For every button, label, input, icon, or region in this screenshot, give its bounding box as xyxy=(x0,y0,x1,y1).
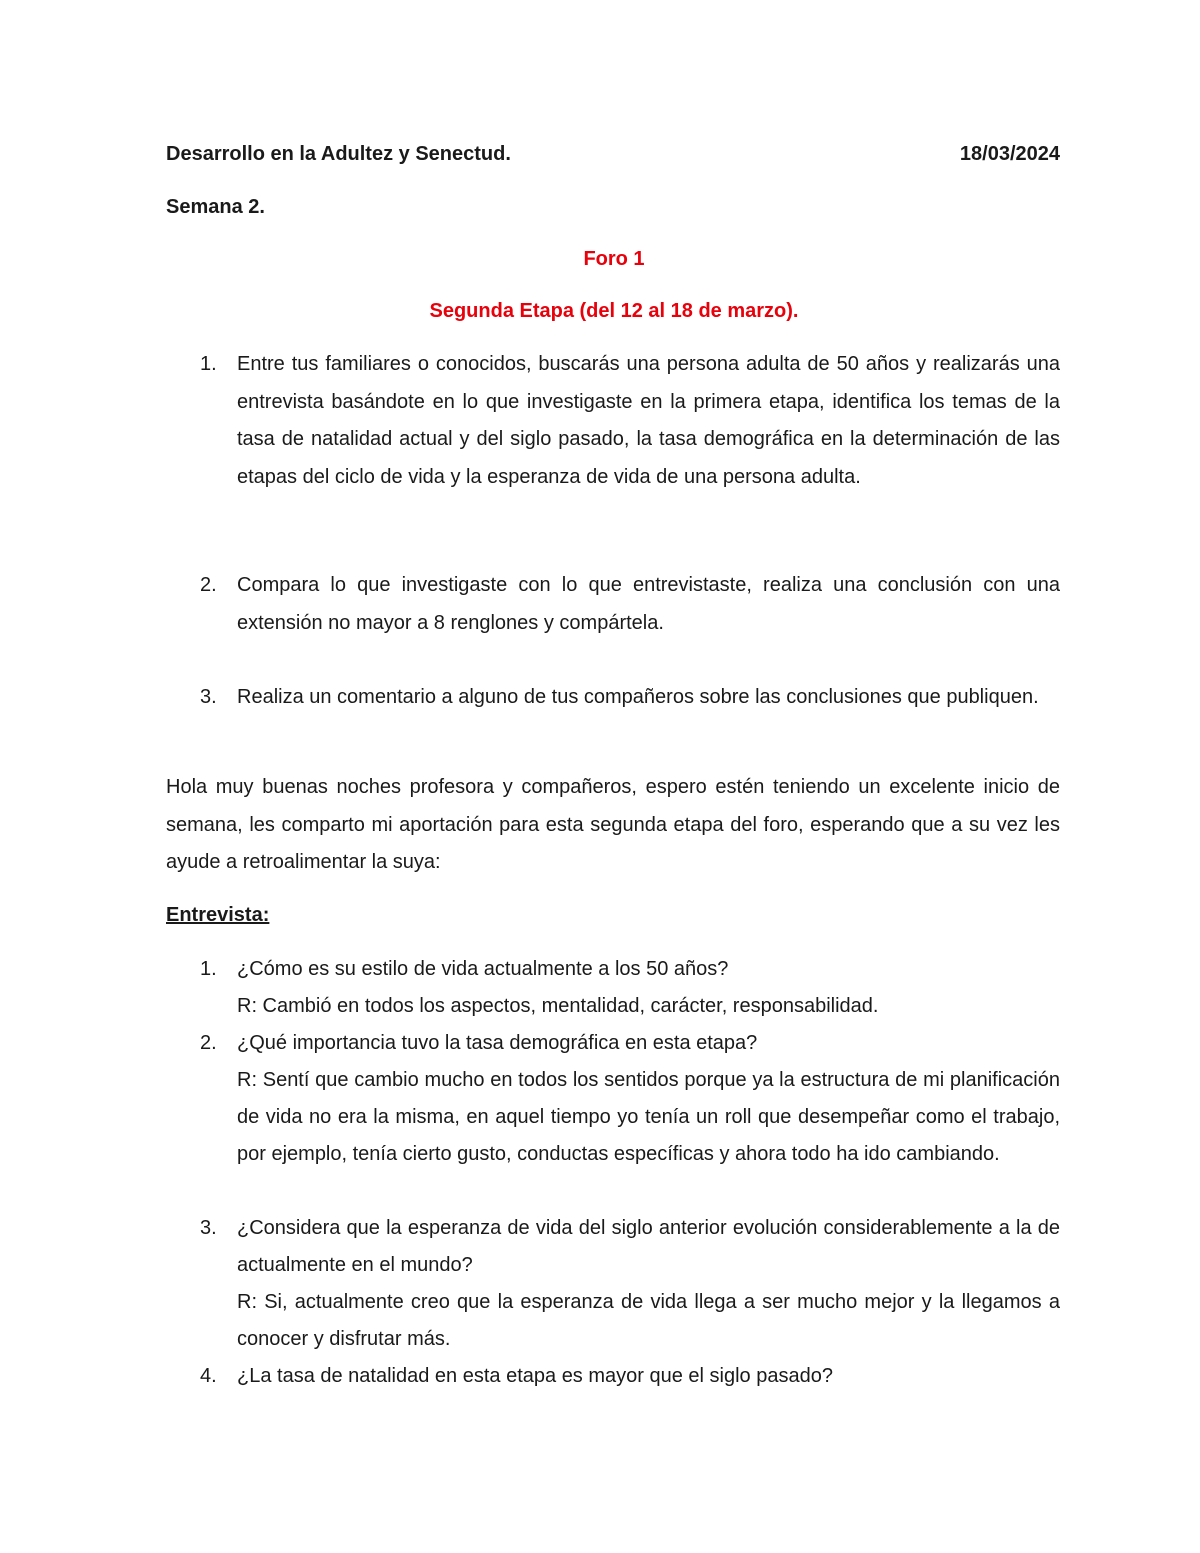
instruction-number: 2. xyxy=(200,574,217,596)
interview-number: 4. xyxy=(200,1365,217,1387)
interview-answer: R: Sentí que cambio mucho en todos los sentidos porque ya la estructura de mi planificación de vida no era la misma, en aquel tiempo yo tenía un roll que desempeñar como el trabajo, por ejemplo, tenía cierto gusto, conductas específicas y ahora todo ha ido cambiando. xyxy=(237,1069,1060,1165)
interview-question: ¿Considera que la esperanza de vida del siglo anterior evolución considerablemente a la de actualmente en el mundo? xyxy=(237,1217,1060,1276)
instruction-item-1 xyxy=(166,346,1060,536)
instruction-text: Realiza un comentario a alguno de tus compañeros sobre las conclusiones que publiquen. xyxy=(237,686,1039,708)
instruction-item-3 xyxy=(166,679,1060,759)
interview-number: 3. xyxy=(200,1217,217,1239)
interview-answer: R: Si, actualmente creo que la esperanza de vida llega a ser mucho mejor y la llegamos a conocer y disfrutar más. xyxy=(237,1291,1060,1350)
interview-item-4 xyxy=(166,1358,1060,1398)
instruction-item-2 xyxy=(166,567,1060,647)
forum-stage: Segunda Etapa (del 12 al 18 de marzo). xyxy=(429,300,799,322)
interview-item-3 xyxy=(166,1210,1060,1358)
instruction-number: 3. xyxy=(200,686,217,708)
intro-paragraph: Hola muy buenas noches profesora y compañeros, espero estén teniendo un excelente inicio de semana, les comparto mi aportación para esta segunda etapa del foro, esperando que a su vez les ayude a retroalimentar la suya: xyxy=(166,776,1060,873)
document-date: 18/03/2024 xyxy=(959,143,1060,165)
interview-question: ¿Cómo es su estilo de vida actualmente a los 50 años? xyxy=(237,958,729,980)
interview-answer: R: Cambió en todos los aspectos, mentalidad, carácter, responsabilidad. xyxy=(237,995,879,1017)
instruction-text: Compara lo que investigaste con lo que entrevistaste, realiza una conclusión con una extensión no mayor a 8 renglones y compártela. xyxy=(237,574,1060,634)
instruction-text: Entre tus familiares o conocidos, buscarás una persona adulta de 50 años y realizarás una entrevista basándote en lo que investigaste en la primera etapa, identifica los temas de la tasa de natalidad actual y del siglo pasado, la tasa demográfica en la determinación de las etapas del ciclo de vida y la esperanza de vida de una persona adulta. xyxy=(237,353,1060,488)
instruction-number: 1. xyxy=(200,353,217,375)
course-title: Desarrollo en la Adultez y Senectud. xyxy=(166,143,511,165)
interview-question: ¿Qué importancia tuvo la tasa demográfica en esta etapa? xyxy=(237,1032,758,1054)
interview-item-1 xyxy=(166,951,1060,1025)
week-label: Semana 2. xyxy=(166,196,265,218)
interview-number: 1. xyxy=(200,958,217,980)
interview-number: 2. xyxy=(200,1032,217,1054)
forum-title: Foro 1 xyxy=(583,248,645,270)
interview-item-2 xyxy=(166,1025,1060,1210)
interview-heading: Entrevista: xyxy=(166,904,270,926)
interview-question: ¿La tasa de natalidad en esta etapa es mayor que el siglo pasado? xyxy=(237,1365,833,1387)
